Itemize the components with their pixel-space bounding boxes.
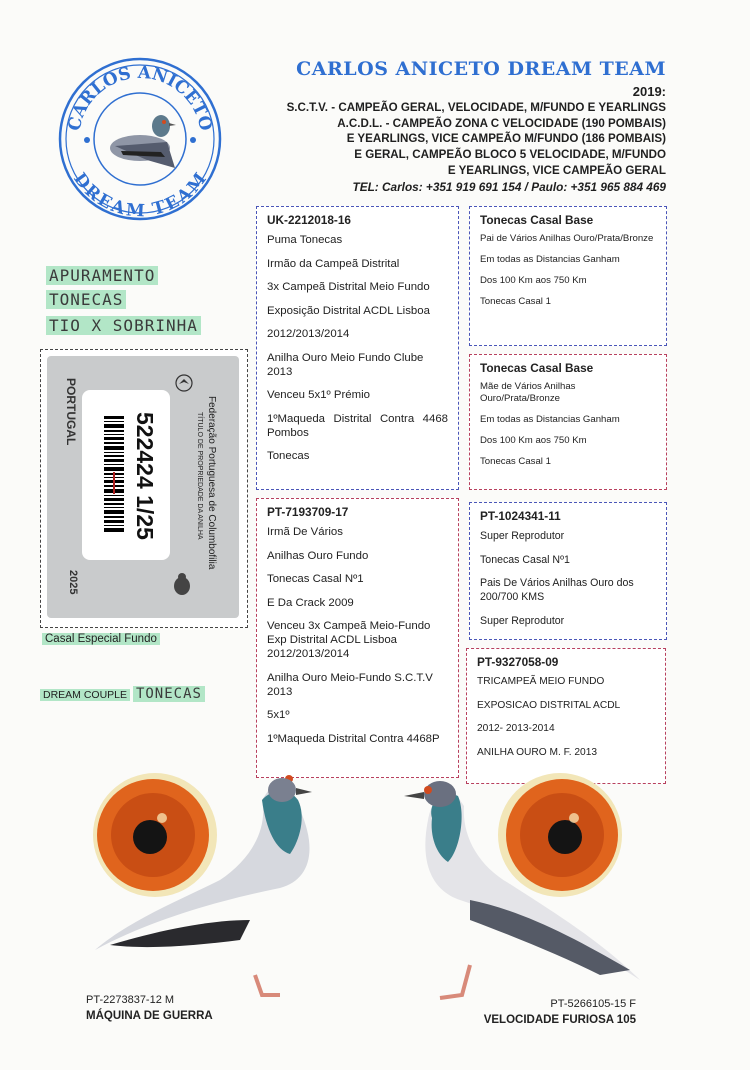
handwritten-line-3: TIO X SOBRINHA <box>46 316 201 335</box>
box-pt-9327058 <box>466 648 666 784</box>
box-uk-line: 3x Campeã Distrital Meio Fundo <box>267 281 430 293</box>
federation-emblem-icon <box>175 374 193 392</box>
box-base2-line: Em todas as Distancias Ganham <box>480 414 620 425</box>
box-pt719-line: 1ºMaqueda Distrital Contra 4468P <box>267 732 440 745</box>
left-pigeon-ring: PT-2273837-12 M <box>86 994 175 1006</box>
pigeon-icon <box>110 115 176 168</box>
box-base2-line: Dos 100 Km aos 750 Km <box>480 435 587 446</box>
box-uk-line: 2012/2013/2014 <box>267 328 350 340</box>
box-pt719-line: Anilhas Ouro Fundo <box>267 549 369 562</box>
right-pigeon-name: VELOCIDADE FURIOSA 105 <box>483 1014 636 1026</box>
box-pt719-line: E Da Crack 2009 <box>267 596 354 609</box>
box-base2-line: Tonecas Casal 1 <box>480 456 551 467</box>
box-base1-line: Tonecas Casal 1 <box>480 296 551 307</box>
ring-year: 2025 <box>67 570 79 595</box>
dream-couple-name: TONECAS <box>133 686 205 702</box>
box-casal-base-mae <box>469 354 667 490</box>
box-base2-line: Mãe de Vários Anilhas Ouro/Prata/Bronze <box>480 381 576 404</box>
header-line-2: A.C.D.L. - CAMPEÃO ZONA C VELOCIDADE (190 POMBAIS) <box>337 116 666 130</box>
ring-certificate <box>47 356 239 618</box>
box-base1-line: Pai de Vários Anilhas Ouro/Prata/Bronze <box>480 233 654 244</box>
box-uk-line: Tonecas <box>267 450 310 462</box>
box-uk-line: 1ºMaqueda Distrital Contra 4468 Pombos <box>267 412 448 439</box>
box-pt719-line: 5x1º <box>267 709 290 721</box>
box-pt932-line: 2012- 2013-2014 <box>477 723 555 734</box>
ring-federation: Federação Portuguesa de Columbofilia <box>206 396 217 570</box>
box-uk-line: Anilha Ouro Meio Fundo Clube 2013 <box>267 351 424 378</box>
handwritten-line-2: TONECAS <box>46 290 126 309</box>
box-pt932-id: PT-9327058-09 <box>477 655 559 669</box>
box-pt719-line: Tonecas Casal Nº1 <box>267 573 364 585</box>
ring-number: 522424 1/25 <box>132 412 158 540</box>
box-uk-line: Puma Tonecas <box>267 234 343 246</box>
header-line-3: E YEARLINGS, VICE CAMPEÃO M/FUNDO (186 POMBAIS) <box>346 132 666 146</box>
header-line-4: E GERAL, CAMPEÃO BLOCO 5 VELOCIDADE, M/FUNDO <box>354 148 666 162</box>
seal-top-text: CARLOS ANICETO <box>64 62 216 133</box>
team-seal <box>57 56 223 222</box>
box-uk-line: Exposição Distrital ACDL Lisboa <box>267 304 430 317</box>
handwritten-line-1: APURAMENTO <box>46 266 158 285</box>
box-base1-id: Tonecas Casal Base <box>480 213 594 227</box>
seal-bottom-text: DREAM TEAM <box>69 169 211 222</box>
pigeon-logo-icon <box>171 572 193 598</box>
box-pt719-id: PT-7193709-17 <box>267 505 349 519</box>
left-eye-icon <box>93 773 217 897</box>
header-line-5: E YEARLINGS, VICE CAMPEÃO GERAL <box>447 163 666 177</box>
box-pt102-line: Super Reprodutor <box>480 530 565 542</box>
box-casal-base-pai <box>469 206 667 346</box>
right-pigeon-ring: PT-5266105-15 F <box>550 998 636 1010</box>
box-pt102-id: PT-1024341-11 <box>480 509 561 523</box>
box-pt-7193709 <box>256 498 459 778</box>
ring-label <box>82 390 170 560</box>
right-eye-icon <box>498 773 622 897</box>
box-pt932-line: ANILHA OURO M. F. 2013 <box>477 746 598 758</box>
box-pt719-line: Venceu 3x Campeã Meio-Fundo Exp Distrital ACDL Lisboa 2012/2013/2014 <box>267 620 431 660</box>
header-year: 2019: <box>632 84 666 99</box>
box-base2-id: Tonecas Casal Base <box>480 361 594 375</box>
box-uk-line: Irmão da Campeã Distrital <box>267 257 400 270</box>
casal-caption: Casal Especial Fundo <box>42 633 160 645</box>
left-pigeon-name: MÁQUINA DE GUERRA <box>86 1010 213 1022</box>
box-uk-line: Venceu 5x1º Prémio <box>267 389 370 401</box>
header-achievements <box>250 84 666 179</box>
box-pt932-line: EXPOSICAO DISTRITAL ACDL <box>477 699 621 711</box>
ring-country: PORTUGAL <box>64 378 78 446</box>
box-pt-1024341 <box>469 502 667 640</box>
box-pt102-line: Tonecas Casal Nº1 <box>480 553 570 566</box>
box-pt719-line: Irmã De Vários <box>267 526 343 538</box>
box-pt932-line: TRICAMPEÃ MEIO FUNDO <box>477 676 605 687</box>
dream-couple-caption <box>40 686 205 702</box>
dream-couple-label: DREAM COUPLE <box>40 689 130 701</box>
box-base1-line: Em todas as Distancias Ganham <box>480 254 620 265</box>
team-title: CARLOS ANICETO DREAM TEAM <box>296 58 666 80</box>
box-uk-id: UK-2212018-16 <box>267 213 351 227</box>
ring-subtitle: TÍTULO DE PROPRIEDADE DA ANILHA <box>196 412 203 540</box>
header-line-1: S.C.T.V. - CAMPEÃO GERAL, VELOCIDADE, M/FUNDO E YEARLINGS <box>286 100 666 114</box>
pigeons-illustration <box>0 770 750 1000</box>
box-pt102-line: Pais De Vários Anilhas Ouro dos 200/700 KMS <box>480 577 634 603</box>
box-base1-line: Dos 100 Km aos 750 Km <box>480 275 587 286</box>
box-pt719-line: Anilha Ouro Meio-Fundo S.C.T.V 2013 <box>267 671 433 698</box>
box-pt102-line: Super Reprodutor <box>480 614 565 627</box>
contact-line: TEL: Carlos: +351 919 691 154 / Paulo: +351 965 884 469 <box>352 180 666 194</box>
barcode-icon <box>104 416 124 534</box>
box-uk-2212018 <box>256 206 459 490</box>
